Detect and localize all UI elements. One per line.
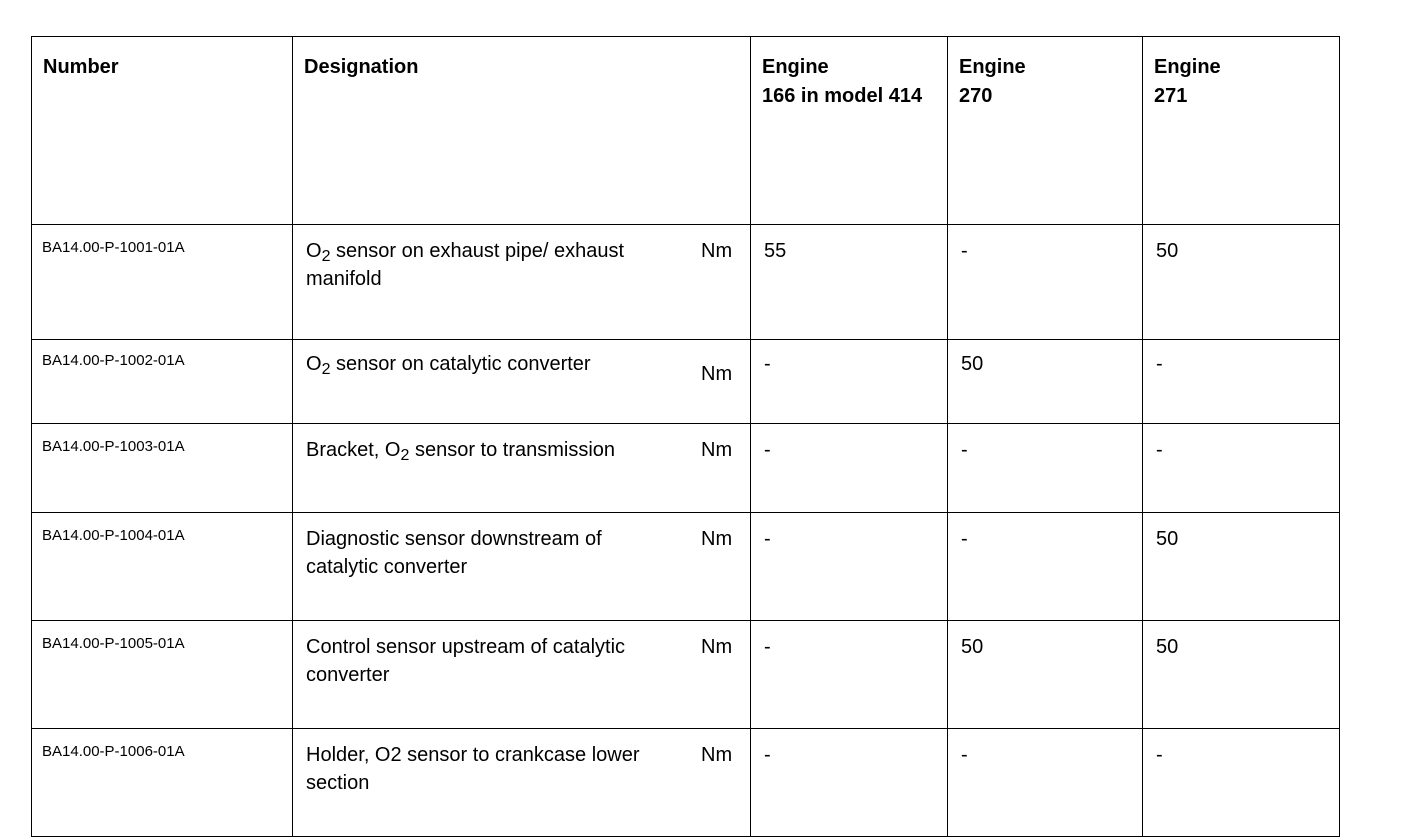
row-engine-270: 50 (948, 340, 1143, 424)
row-engine-271: 50 (1143, 513, 1340, 621)
header-row (32, 37, 1340, 225)
header-engine-271: Engine 271 (1143, 37, 1340, 225)
header-engine-271-sub: 271 (1154, 85, 1188, 107)
table-row (32, 424, 1340, 513)
row-number: BA14.00-P-1004-01A (32, 513, 293, 621)
row-unit: Nm (701, 528, 733, 550)
row-designation: $O_2$ sensor on catalytic converter Nm (293, 340, 751, 424)
row-engine-271: - (1143, 340, 1340, 424)
row-engine-271: - (1143, 729, 1340, 837)
row-engine-270: - (948, 729, 1143, 837)
row-engine-271: - (1143, 424, 1340, 513)
row-engine-166: - (751, 513, 948, 621)
row-engine-270: 50 (948, 621, 1143, 729)
row-number: BA14.00-P-1001-01A (32, 225, 293, 340)
row-unit: Nm (701, 363, 733, 385)
row-number: BA14.00-P-1002-01A (32, 340, 293, 424)
row-number: BA14.00-P-1005-01A (32, 621, 293, 729)
header-engine-270-sub: 270 (959, 85, 993, 107)
header-designation: Designation (293, 37, 751, 225)
row-designation: Diagnostic sensor downstream of catalytic converter Nm (293, 513, 751, 621)
header-number: Number (32, 37, 293, 225)
row-unit: Nm (701, 636, 733, 658)
row-engine-166: - (751, 424, 948, 513)
row-unit: Nm (701, 744, 733, 766)
torque-table (31, 36, 1340, 837)
row-engine-166: 55 (751, 225, 948, 340)
row-engine-271: 50 (1143, 621, 1340, 729)
row-designation: Holder, O2 sensor to crankcase lower section Nm (293, 729, 751, 837)
table-row (32, 225, 1340, 340)
row-engine-270: - (948, 225, 1143, 340)
row-number: BA14.00-P-1003-01A (32, 424, 293, 513)
row-engine-270: - (948, 513, 1143, 621)
row-designation: $O_2$ sensor on exhaust pipe/ exhaust manifold Nm (293, 225, 751, 340)
table-row (32, 621, 1340, 729)
header-engine-166-sub: 166 in model 414 (762, 85, 923, 107)
row-unit: Nm (701, 439, 733, 461)
row-engine-166: - (751, 729, 948, 837)
row-engine-271: 50 (1143, 225, 1340, 340)
row-unit: Nm (701, 240, 733, 262)
row-number: BA14.00-P-1006-01A (32, 729, 293, 837)
table-row (32, 513, 1340, 621)
header-engine-166: Engine 166 in model 414 (751, 37, 948, 225)
row-engine-166: - (751, 340, 948, 424)
row-designation: Bracket, $O_2$ sensor to transmission Nm (293, 424, 751, 513)
row-designation: Control sensor upstream of catalytic converter Nm (293, 621, 751, 729)
row-engine-270: - (948, 424, 1143, 513)
header-engine-270: Engine 270 (948, 37, 1143, 225)
row-engine-166: - (751, 621, 948, 729)
table-row (32, 729, 1340, 837)
table-row (32, 340, 1340, 424)
